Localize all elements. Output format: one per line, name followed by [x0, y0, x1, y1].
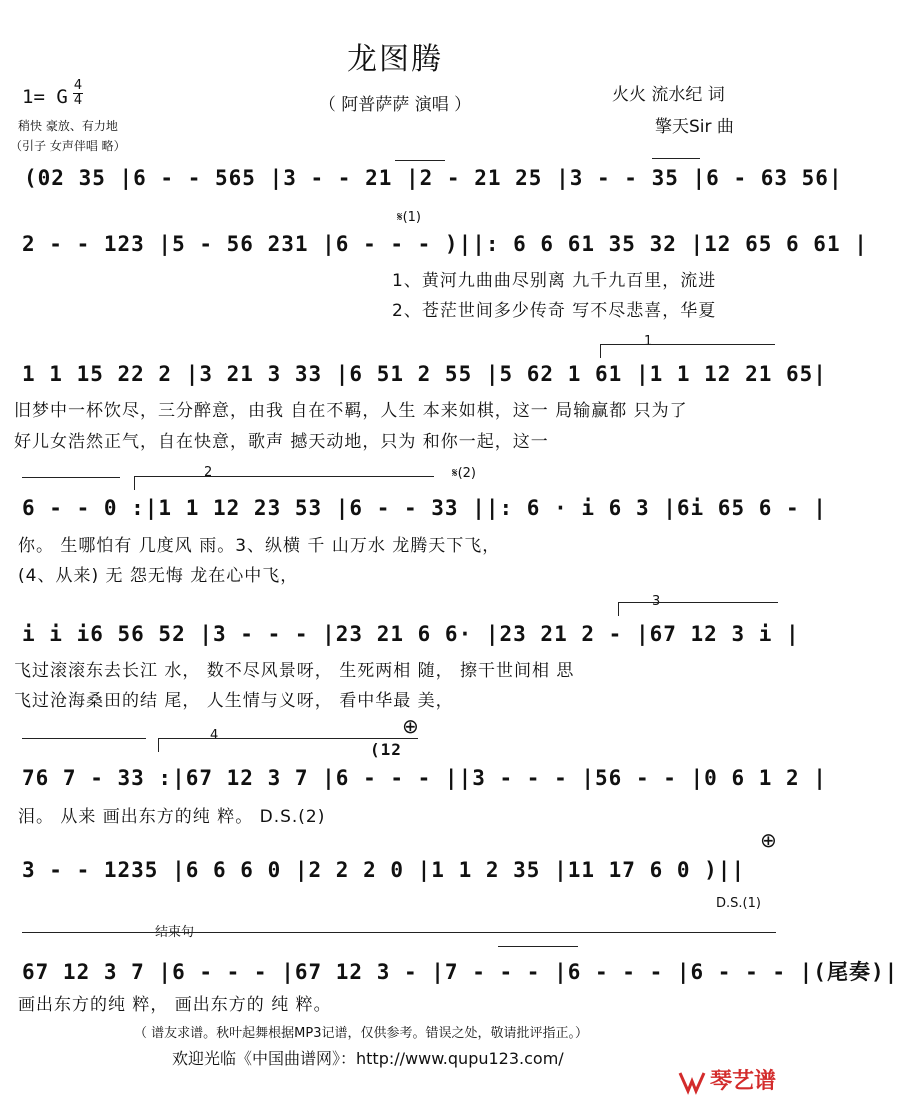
- slur: [498, 946, 578, 947]
- ds-1-mark: D.S.(1): [716, 896, 761, 911]
- volta-2-bracket-start: [134, 476, 135, 490]
- qinyipu-logo: [678, 1064, 776, 1095]
- volta-3-continuation: [22, 738, 146, 739]
- score-row-6: 76 7 - 33 :|67 12 3 7 |6 - - - ||3 - - - |56 - - |0 6 1 2 |: [22, 766, 827, 790]
- volta-3-bracket-start: [618, 602, 619, 616]
- score-row-2: 2 - - 123 |5 - 56 231 |6 - - - )||: 6 6 61 35 32 |12 65 6 61 |: [22, 232, 868, 256]
- score-row-4: 6 - - 0 :|1 1 12 23 53 |6 - - 33 ||: 6 · i 6 3 |6i 65 6 - |: [22, 496, 827, 520]
- ending-label: 结束句: [155, 925, 195, 940]
- composer-credit: 擎天Sir 曲: [655, 117, 734, 137]
- time-numerator: 4: [73, 78, 83, 93]
- score-row-5: i i i6 56 52 |3 - - - |23 21 6 6· |23 21 2 - |67 12 3 i |: [22, 622, 800, 646]
- score-row-7: 3 - - 1235 |6 6 6 0 |2 2 2 0 |1 1 2 35 |11 17 6 0 )||: [22, 858, 746, 882]
- segno-1-mark: 𝄋(1): [397, 210, 422, 225]
- lyric-row-3-verse-1: 旧梦中一杯饮尽，三分醉意，由我 自在不羁，人生 本来如棋，这一 局输赢都 只为了: [14, 401, 688, 421]
- volta-4-bracket-start: [158, 738, 159, 752]
- volta-4-bracket: [158, 738, 418, 739]
- volta-3-mark: 3: [652, 594, 661, 609]
- lyric-row-4-verse-1: 你。 生哪怕有 几度风 雨。3、纵横 千 山万水 龙腾天下飞，: [18, 536, 501, 556]
- coda-2-icon: ⊕: [760, 828, 777, 852]
- volta-4-mark: 4: [210, 728, 219, 743]
- lyricist-credit: 火火 流水纪 词: [612, 85, 725, 105]
- volta-1-bracket: [600, 344, 775, 345]
- time-signature: [73, 80, 83, 107]
- volta-2-mark: 2: [204, 465, 213, 480]
- volta-1-bracket-start: [600, 344, 601, 358]
- volta-1-continuation: [22, 477, 120, 478]
- coda-1-icon: ⊕: [402, 714, 419, 738]
- tempo-marking: 稍快 豪放、有力地: [18, 119, 118, 133]
- lyric-row-5-verse-1: 飞过滚滚东去长江 水， 数不尽风景呀， 生死两相 随， 擦干世间相 思: [14, 661, 575, 681]
- time-denominator: 4: [73, 93, 83, 108]
- lyric-row-2-verse-2: 2、苍茫世间多少传奇 写不尽悲喜，华夏: [392, 301, 717, 321]
- lyric-row-3-verse-2: 好儿女浩然正气，自在快意，歌声 撼天动地，只为 和你一起，这一: [14, 432, 549, 452]
- performer-line: （ 阿普萨萨 演唱 ）: [318, 95, 472, 115]
- slur: [395, 160, 445, 161]
- lyric-row-5-verse-2: 飞过沧海桑田的结 尾， 人生情与义呀， 看中华最 美，: [14, 691, 454, 711]
- key-signature: [22, 86, 68, 108]
- score-row-3: 1 1 15 22 2 |3 21 3 33 |6 51 2 55 |5 62 1 61 |1 1 12 21 65|: [22, 362, 827, 386]
- lyric-row-2-verse-1: 1、黄河九曲曲尽别离 九千九百里，流进: [392, 271, 717, 291]
- logo-mark-icon: [678, 1069, 706, 1095]
- ending-bracket: [22, 932, 776, 933]
- volta-1-mark: 1: [644, 334, 653, 349]
- volta-2-bracket: [134, 476, 434, 477]
- site-welcome-line: 欢迎光临《中国曲谱网》：http://www.qupu123.com/: [172, 1049, 564, 1068]
- slur: [652, 158, 700, 159]
- song-title: 龙图腾: [347, 42, 443, 77]
- logo-text: 琴艺谱: [709, 1069, 776, 1094]
- lyric-row-4-verse-2: (4、从来) 无 怨无悔 龙在心中飞，: [18, 566, 299, 586]
- key-label: 1= G: [22, 86, 68, 108]
- lyric-row-8: 画出东方的纯 粹， 画出东方的 纯 粹。: [18, 995, 332, 1015]
- transcriber-note: （ 谱友求谱。秋叶起舞根据MP3记谱，仅供参考。错误之处，敬请批评指正。）: [134, 1026, 588, 1041]
- segno-2-mark: 𝄋(2): [452, 466, 477, 481]
- parenthetical-12: (12: [370, 740, 402, 759]
- intro-note: （引子 女声伴唱 略）: [10, 139, 126, 153]
- volta-3-bracket: [618, 602, 778, 603]
- score-row-8: 67 12 3 7 |6 - - - |67 12 3 - |7 - - - |6 - - - |6 - - - |(尾奏)|: [22, 960, 898, 984]
- lyric-row-6: 泪。 从来 画出东方的纯 粹。 D.S.(2): [18, 807, 326, 827]
- score-row-1: (02 35 |6 - - 565 |3 - - 21 |2 - 21 25 |3 - - 35 |6 - 63 56|: [24, 166, 843, 190]
